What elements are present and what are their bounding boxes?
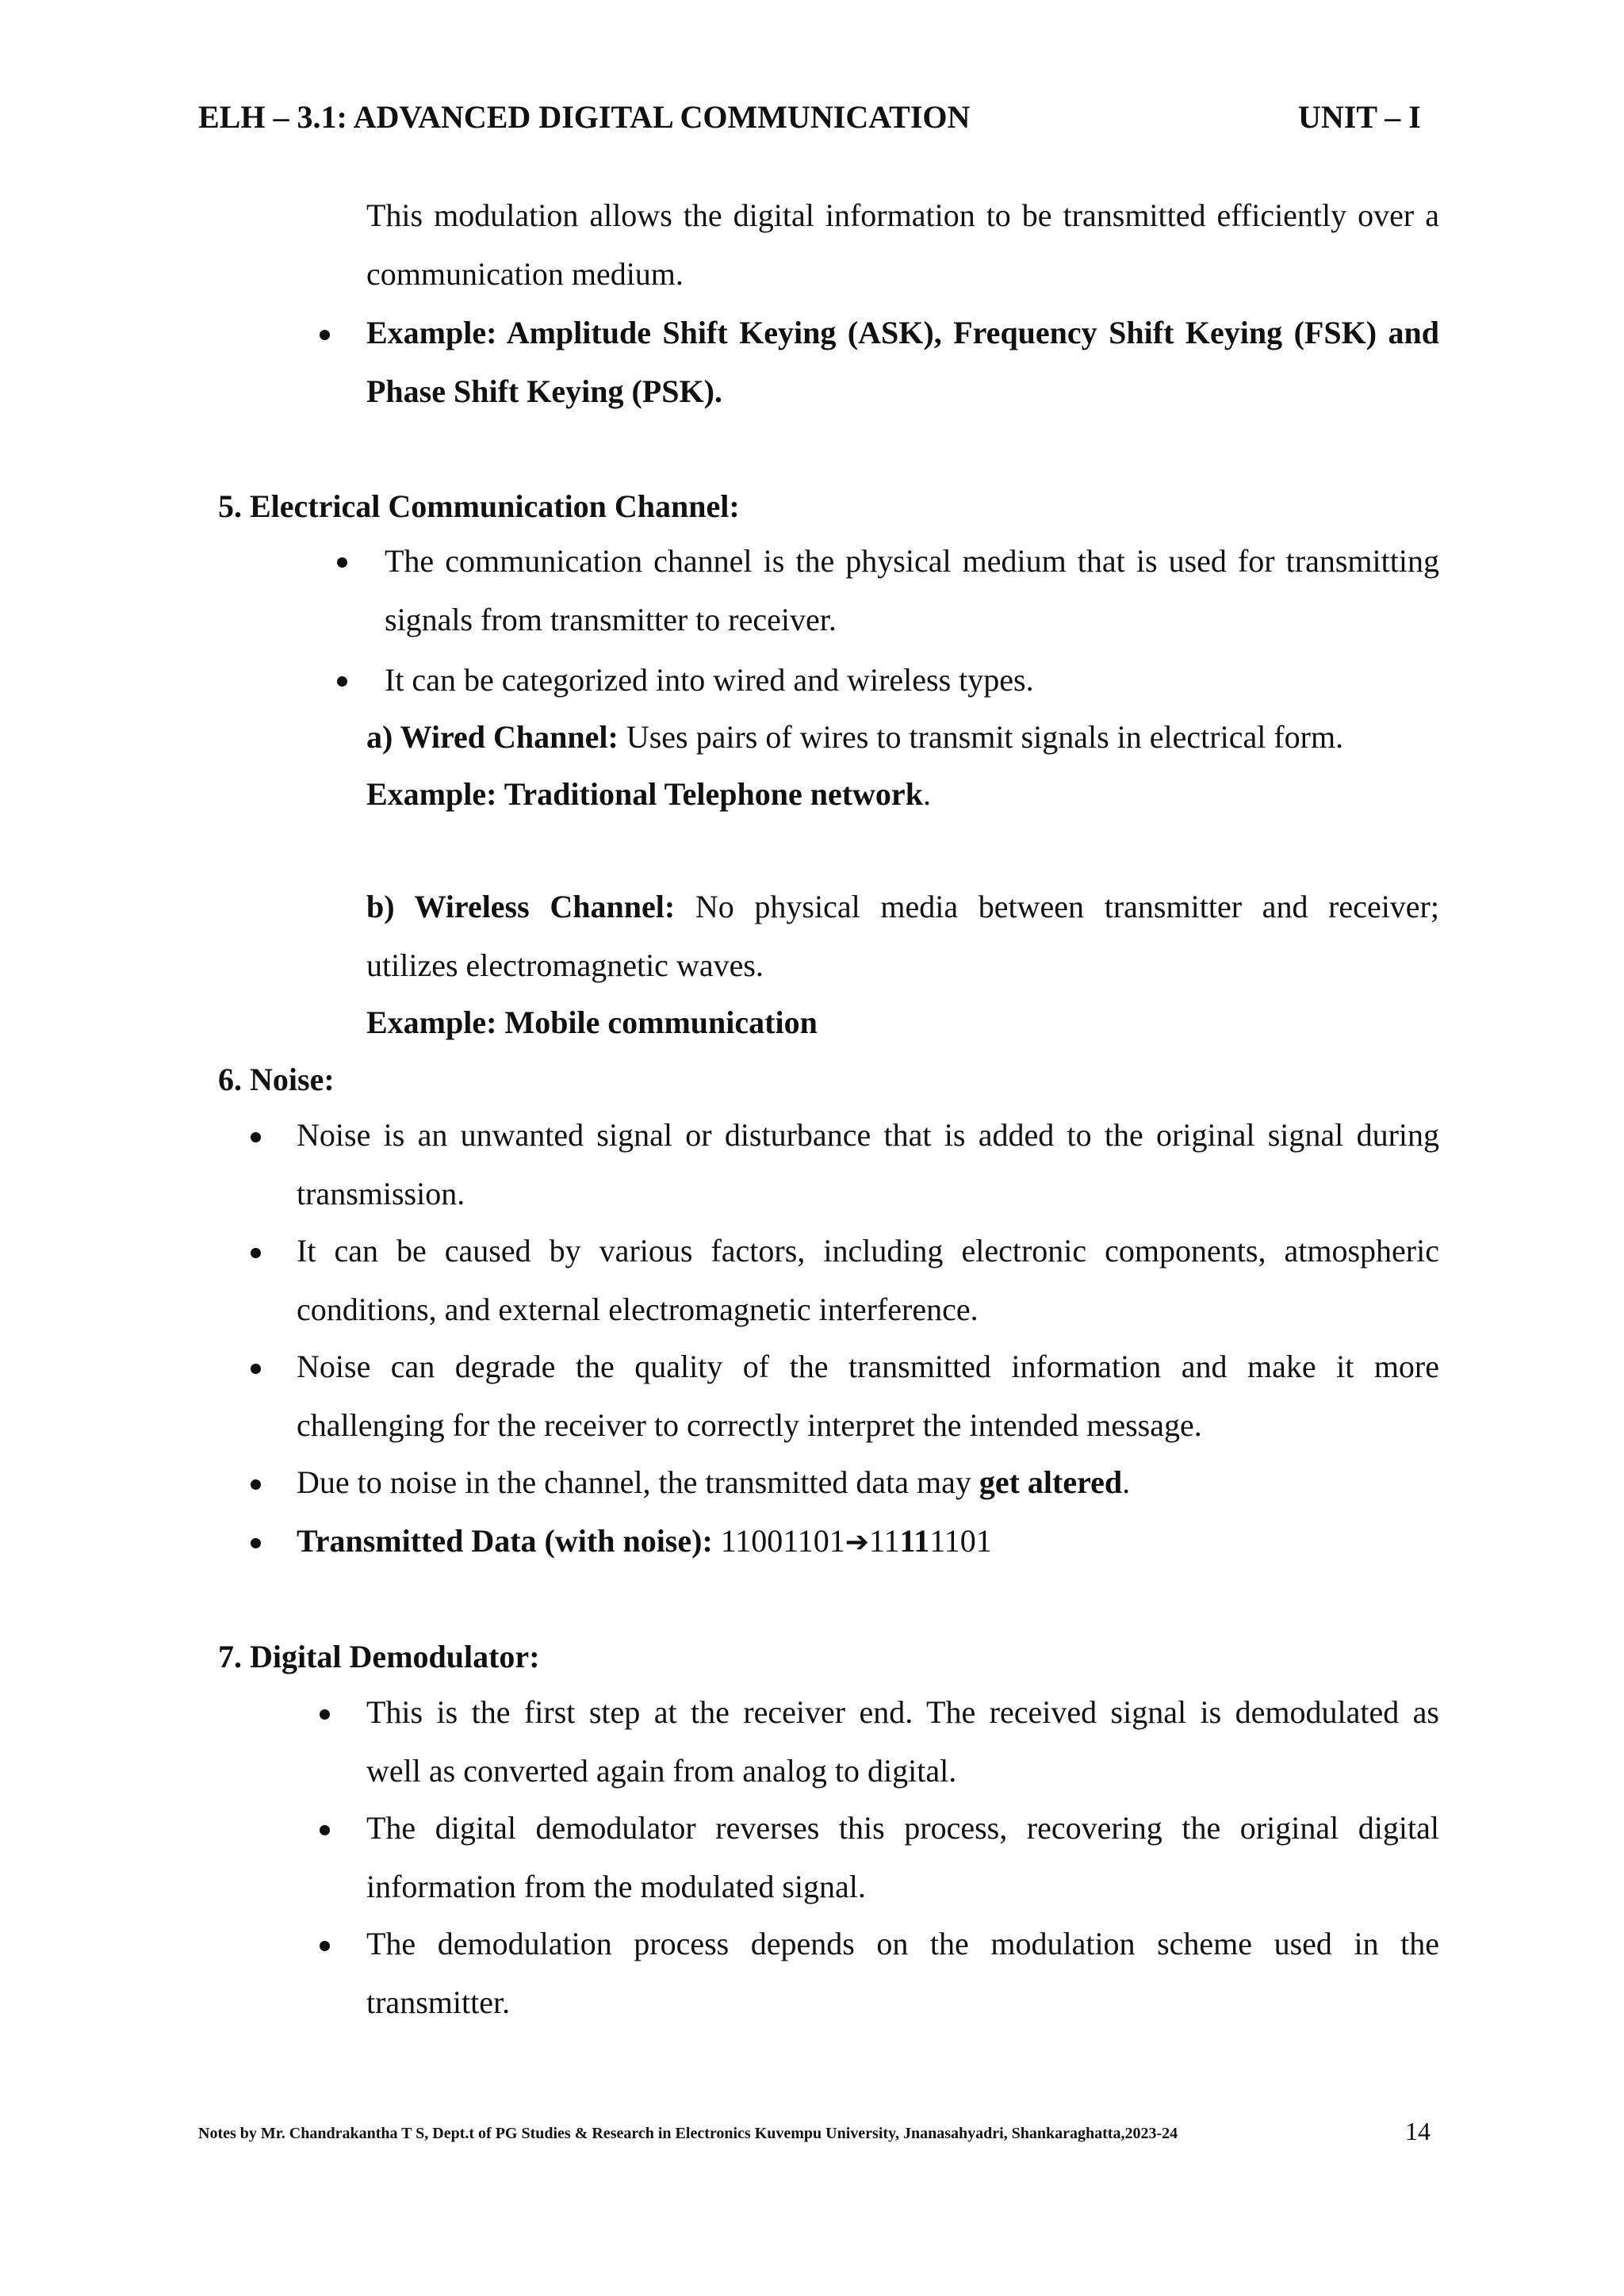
page-number: 14 — [1405, 2117, 1431, 2145]
period: . — [922, 776, 931, 812]
footer-notes: Notes by Mr. Chandrakantha T S, Dept.t of PG Studies & Research in Electronics Kuvempu University, Jnanasahyadri, Shankaraghatta,2023-24 — [198, 2125, 1178, 2142]
arrow-right-icon: ➔ — [845, 1526, 869, 1559]
unit-label: UNIT – I — [1298, 99, 1421, 135]
noise-bullet-4 — [297, 1454, 1130, 1511]
modulation-example-line-2: Phase Shift Keying (PSK). — [366, 373, 722, 409]
wired-channel-text: Uses pairs of wires to transmit signals in electrical form. — [618, 719, 1344, 755]
noise-bullet-3-line-2: challenging for the receiver to correctly interpret the intended message. — [297, 1407, 1202, 1443]
noise-bullet-1-line-1: Noise is an unwanted signal or disturbance that is added to the original signal during — [297, 1117, 1439, 1153]
demod-bullet-3-line-1: The demodulation process depends on the modulation scheme used in the — [366, 1926, 1439, 1961]
bullet-icon — [251, 1248, 261, 1258]
channel-bullet-2: It can be categorized into wired and wireless types. — [385, 662, 1034, 698]
bullet-icon — [337, 557, 347, 568]
bullet-icon — [320, 1941, 330, 1951]
section-7-heading: 7. Digital Demodulator: — [218, 1639, 540, 1674]
document-title: ELH – 3.1: ADVANCED DIGITAL COMMUNICATION — [198, 99, 971, 135]
channel-bullet-1-line-1: The communication channel is the physical medium that is used for transmitting — [385, 543, 1439, 579]
get-altered-text: get altered — [979, 1464, 1123, 1500]
bullet-icon — [251, 1132, 261, 1142]
noise-bullet-1-line-2: transmission. — [297, 1176, 465, 1211]
demod-bullet-3-line-2: transmitter. — [366, 1984, 511, 2020]
bullet-icon — [320, 330, 330, 340]
bullet-icon — [320, 1709, 330, 1720]
intro-line-1: This modulation allows the digital information to be transmitted efficiently over a — [366, 197, 1439, 233]
wired-example: Example: Traditional Telephone network — [366, 776, 923, 812]
bullet-icon — [251, 1364, 261, 1374]
demod-bullet-2-line-2: information from the modulated signal. — [366, 1869, 866, 1904]
wired-channel-line — [366, 709, 1343, 766]
bullet-icon — [337, 676, 347, 687]
bullet-icon — [251, 1538, 261, 1548]
wireless-channel-label: b) Wireless Channel: — [366, 889, 676, 924]
transmitted-data-line — [297, 1513, 992, 1571]
bullet-icon — [251, 1479, 261, 1490]
demod-bullet-1-line-1: This is the first step at the receiver end. The received signal is demodulated as — [366, 1694, 1439, 1730]
section-6-heading: 6. Noise: — [218, 1062, 335, 1097]
wired-example-line — [366, 766, 931, 823]
transmitted-data-label: Transmitted Data (with noise): — [297, 1523, 713, 1559]
altered-bits-start: 11 — [868, 1523, 900, 1559]
demod-bullet-1-line-2: well as converted again from analog to digital. — [366, 1753, 957, 1789]
demod-bullet-2-line-1: The digital demodulator reverses this process, recovering the original digital — [366, 1810, 1439, 1846]
intro-line-2: communication medium. — [366, 256, 684, 292]
noise-bullet-4-text: Due to noise in the channel, the transmitted data may — [297, 1464, 979, 1500]
altered-bits-end: 1101 — [929, 1523, 992, 1559]
bullet-icon — [320, 1825, 330, 1835]
channel-bullet-1-line-2: signals from transmitter to receiver. — [385, 602, 837, 637]
noise-bullet-2-line-2: conditions, and external electromagnetic interference. — [297, 1292, 979, 1327]
wireless-channel-line — [366, 888, 1439, 925]
wireless-example: Example: Mobile communication — [366, 1004, 818, 1040]
period: . — [1122, 1464, 1131, 1500]
wireless-channel-line-2: utilizes electromagnetic waves. — [366, 947, 764, 983]
modulation-example-line-1: Example: Amplitude Shift Keying (ASK), Frequency Shift Keying (FSK) and — [366, 315, 1439, 350]
original-bits: 11001101 — [712, 1523, 845, 1559]
wireless-channel-text: No physical media between transmitter and receiver; — [675, 889, 1439, 924]
wired-channel-label: a) Wired Channel: — [366, 719, 619, 755]
noise-bullet-3-line-1: Noise can degrade the quality of the transmitted information and make it more — [297, 1349, 1439, 1384]
altered-bits-flipped: 11 — [899, 1523, 930, 1559]
noise-bullet-2-line-1: It can be caused by various factors, including electronic components, atmospheric — [297, 1233, 1439, 1269]
section-5-heading: 5. Electrical Communication Channel: — [218, 488, 740, 524]
